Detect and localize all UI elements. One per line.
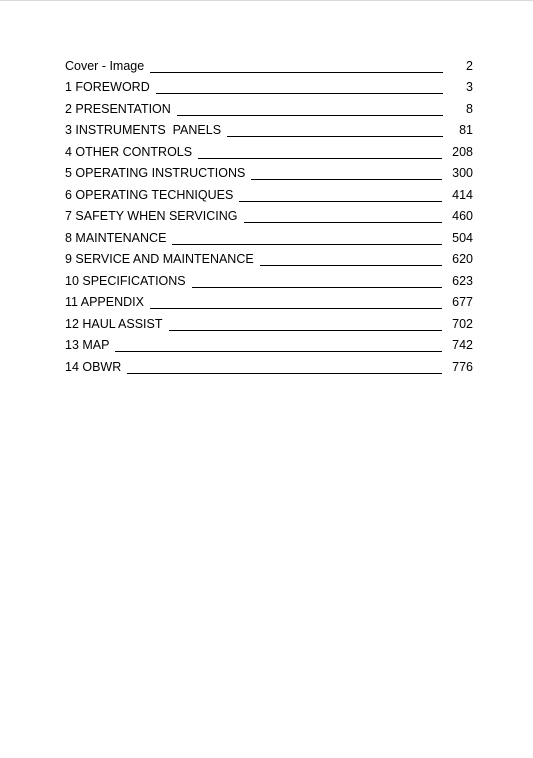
toc-entry-map[interactable] [65, 332, 473, 354]
toc-entry-page-number: 504 [452, 230, 473, 245]
toc-entry-title: 13 MAP [65, 338, 110, 352]
toc-leader-line [150, 308, 442, 309]
toc-entry-other-controls[interactable] [65, 138, 473, 160]
toc-entry-title: 5 OPERATING INSTRUCTIONS [65, 166, 246, 180]
toc-entry-page-number: 742 [452, 338, 473, 352]
toc-leader-line [127, 373, 442, 374]
toc-entry-page-number: 8 [466, 101, 473, 116]
toc-entry-maintenance[interactable] [65, 224, 473, 246]
toc-entry-title: 3 INSTRUMENTS PANELS [65, 123, 222, 137]
toc-entry-title: 9 SERVICE AND MAINTENANCE [65, 252, 254, 266]
toc-leader-line [227, 136, 443, 137]
toc-entry-title: 1 FOREWORD [65, 80, 150, 94]
toc-entry-page-number: 208 [452, 144, 473, 159]
toc-entry-page-number: 300 [452, 166, 473, 180]
toc-leader-line [150, 72, 443, 73]
toc-entry-specifications[interactable] [65, 267, 473, 289]
toc-entry-title: 10 SPECIFICATIONS [65, 273, 186, 288]
toc-entry-page-number: 414 [452, 187, 473, 202]
toc-entry-operating-instructions[interactable] [65, 160, 473, 182]
toc-entry-page-number: 702 [452, 316, 473, 331]
toc-entry-page-number: 620 [452, 252, 473, 266]
toc-entry-page-number: 81 [459, 123, 473, 137]
toc-leader-line [177, 115, 443, 116]
table-of-contents [65, 52, 473, 375]
toc-entry-title: 7 SAFETY WHEN SERVICING [65, 209, 238, 223]
toc-entry-title: 11 APPENDIX [65, 295, 144, 309]
toc-entry-title: 8 MAINTENANCE [65, 230, 167, 245]
toc-leader-line [251, 179, 442, 180]
toc-entry-presentation[interactable] [65, 95, 473, 117]
toc-leader-line [156, 93, 443, 94]
toc-leader-line [192, 287, 443, 288]
toc-entry-title: 6 OPERATING TECHNIQUES [65, 187, 234, 202]
toc-entry-safety-when-servicing[interactable] [65, 203, 473, 225]
toc-entry-page-number: 677 [452, 295, 473, 309]
toc-entry-appendix[interactable] [65, 289, 473, 311]
toc-entry-title: 4 OTHER CONTROLS [65, 144, 193, 159]
toc-entry-obwr[interactable] [65, 353, 473, 375]
toc-entry-page-number: 3 [466, 80, 473, 94]
toc-entry-service-and-maintenance[interactable] [65, 246, 473, 268]
toc-entry-title: 2 PRESENTATION [65, 101, 171, 116]
toc-leader-line [244, 222, 443, 223]
toc-leader-line [239, 201, 442, 202]
toc-entry-cover-image[interactable] [65, 52, 473, 74]
toc-entry-title: 14 OBWR [65, 359, 122, 374]
toc-entry-foreword[interactable] [65, 74, 473, 96]
toc-leader-line [260, 265, 442, 266]
toc-entry-title: Cover - Image [65, 58, 145, 73]
toc-leader-line [169, 330, 443, 331]
toc-entry-haul-assist[interactable] [65, 310, 473, 332]
toc-entry-page-number: 460 [452, 209, 473, 223]
toc-leader-line [198, 158, 442, 159]
toc-entry-operating-techniques[interactable] [65, 181, 473, 203]
toc-entry-title: 12 HAUL ASSIST [65, 316, 163, 331]
toc-entry-page-number: 2 [466, 58, 473, 73]
toc-entry-page-number: 776 [452, 359, 473, 374]
toc-leader-line [172, 244, 442, 245]
toc-entry-page-number: 623 [452, 273, 473, 288]
toc-entry-instruments-panels[interactable] [65, 117, 473, 139]
toc-leader-line [115, 351, 442, 352]
